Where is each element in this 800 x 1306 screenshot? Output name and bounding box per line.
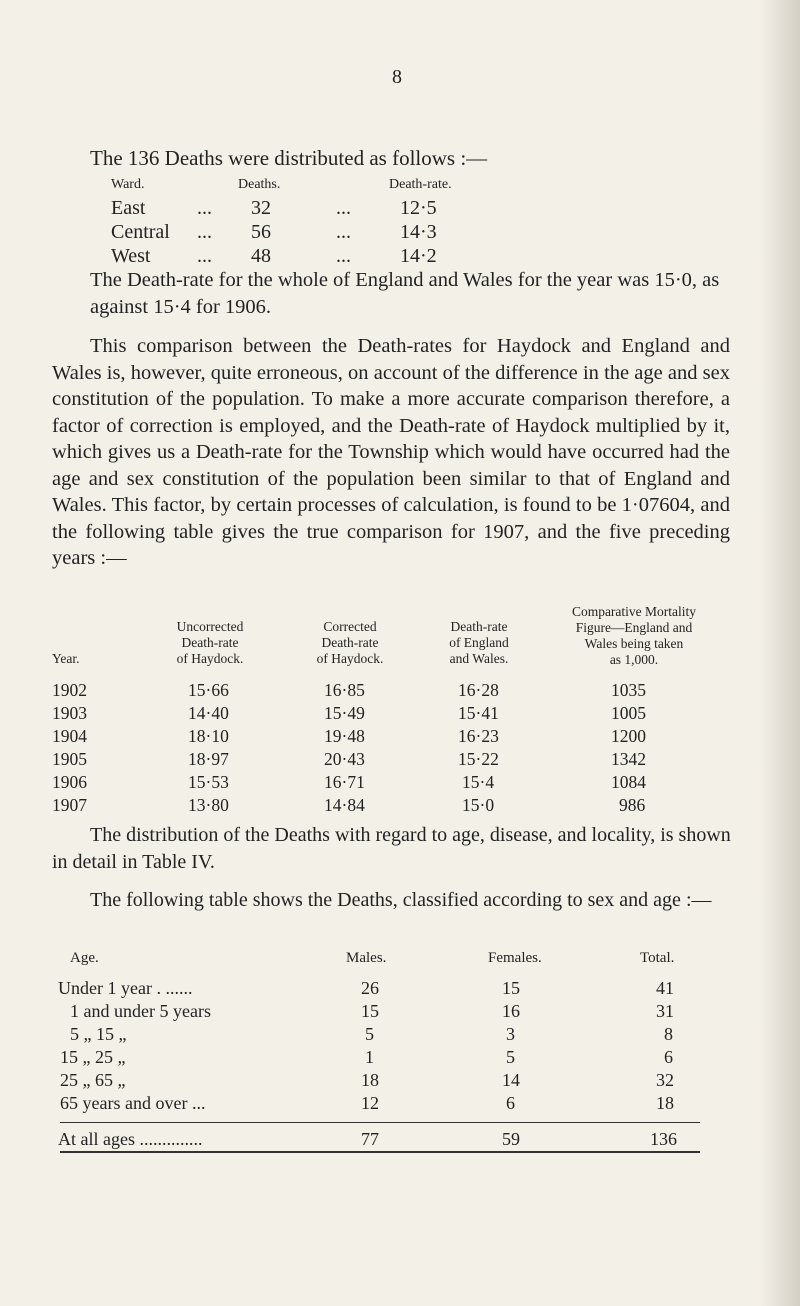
cell-uncorrected: 18·10 bbox=[188, 726, 229, 746]
leader-dots: ... bbox=[197, 221, 212, 243]
leader-dots: ... bbox=[336, 245, 351, 267]
cell-england: 15·0 bbox=[462, 795, 495, 815]
cell-age-total: At all ages .............. bbox=[58, 1129, 203, 1149]
cell-age: Under 1 year . ...... bbox=[58, 978, 193, 998]
ward-name: Central bbox=[111, 221, 170, 243]
header-age: Age. bbox=[70, 950, 99, 966]
header-line: Figure—England and bbox=[575, 620, 693, 635]
paragraph-national-rate bbox=[90, 267, 730, 320]
cell-males-total: 77 bbox=[361, 1129, 379, 1149]
total-rule-top bbox=[60, 1122, 700, 1123]
cell-year: 1904 bbox=[52, 726, 87, 746]
cell-uncorrected: 15·53 bbox=[188, 772, 229, 792]
header-line: of Haydock. bbox=[316, 651, 384, 666]
cell-total: 41 bbox=[656, 978, 674, 998]
cell-comparative: 1342 bbox=[611, 749, 646, 769]
header-females: Females. bbox=[488, 950, 542, 966]
ward-deaths: 48 bbox=[251, 245, 271, 267]
header-comparative-mortality bbox=[534, 604, 734, 668]
cell-age: 65 years and over ... bbox=[60, 1093, 206, 1113]
cell-uncorrected: 15·66 bbox=[188, 680, 229, 700]
cell-age: 1 and under 5 years bbox=[70, 1001, 211, 1021]
header-line: Uncorrected bbox=[176, 619, 244, 634]
header-corrected bbox=[285, 619, 415, 667]
cell-females: 3 bbox=[506, 1024, 515, 1044]
ward-deaths: 56 bbox=[251, 221, 271, 243]
header-line: Wales being taken bbox=[584, 636, 684, 651]
cell-males: 15 bbox=[361, 1001, 379, 1021]
header-line: and Wales. bbox=[449, 651, 509, 666]
cell-year: 1905 bbox=[52, 749, 87, 769]
cell-england: 16·23 bbox=[458, 726, 499, 746]
cell-uncorrected: 13·80 bbox=[188, 795, 229, 815]
cell-comparative: 1005 bbox=[611, 703, 646, 723]
cell-females: 14 bbox=[502, 1070, 520, 1090]
cell-comparative: 1084 bbox=[611, 772, 646, 792]
cell-males: 26 bbox=[361, 978, 379, 998]
paragraph-correction-factor bbox=[52, 333, 730, 572]
cell-females-total: 59 bbox=[502, 1129, 520, 1149]
header-ward: Ward. bbox=[111, 177, 145, 192]
header-uncorrected bbox=[140, 619, 280, 667]
cell-corrected: 15·49 bbox=[324, 703, 365, 723]
ward-rate: 14·3 bbox=[400, 221, 437, 243]
header-males: Males. bbox=[346, 950, 387, 966]
cell-males: 5 bbox=[365, 1024, 374, 1044]
paragraph-text: This comparison between the Death-rates for Haydock and England and Wales is, however, quite erroneous, on account of the difference in the age and sex constitution of the population. To make a more accurate comparison therefore, a factor of correction is employed, and the Death-rate of Haydock multiplied by it, which gives us a Death-rate for the Township which would have occurred had the age and sex constitution of the population been similar to that of England and Wales. This factor, by certain processes of calculation, is found to be 1·07604, and the following table gives the true comparison for 1907, and the five preceding years :— bbox=[52, 335, 730, 569]
header-england-rate bbox=[424, 619, 534, 667]
cell-age: 25 „ 65 „ bbox=[60, 1070, 126, 1090]
cell-females: 16 bbox=[502, 1001, 520, 1021]
paragraph-sex-age-intro bbox=[52, 887, 732, 914]
cell-total: 32 bbox=[656, 1070, 674, 1090]
cell-england: 15·41 bbox=[458, 703, 499, 723]
leader-dots: ... bbox=[197, 197, 212, 219]
header-line: Death-rate bbox=[321, 635, 379, 650]
paragraph-text: The distribution of the Deaths with regard to age, disease, and locality, is shown in detail in Table IV. bbox=[52, 824, 731, 873]
header-total: Total. bbox=[640, 950, 675, 966]
cell-total: 31 bbox=[656, 1001, 674, 1021]
leader-dots: ... bbox=[336, 197, 351, 219]
cell-year: 1902 bbox=[52, 680, 87, 700]
ward-deaths: 32 bbox=[251, 197, 271, 219]
header-line: as 1,000. bbox=[609, 652, 659, 667]
cell-males: 18 bbox=[361, 1070, 379, 1090]
cell-comparative: 1200 bbox=[611, 726, 646, 746]
header-deaths: Deaths. bbox=[238, 177, 281, 192]
header-line: Death-rate bbox=[450, 619, 508, 634]
cell-total: 8 bbox=[664, 1024, 673, 1044]
ward-rate: 14·2 bbox=[400, 245, 437, 267]
cell-corrected: 19·48 bbox=[324, 726, 365, 746]
total-rule-bottom bbox=[60, 1151, 700, 1153]
cell-uncorrected: 14·40 bbox=[188, 703, 229, 723]
leader-dots: ... bbox=[336, 221, 351, 243]
cell-corrected: 16·85 bbox=[324, 680, 365, 700]
cell-comparative: 986 bbox=[619, 795, 646, 815]
cell-total: 6 bbox=[664, 1047, 673, 1067]
intro-sentence: The 136 Deaths were distributed as follows :— bbox=[90, 146, 488, 170]
cell-year: 1906 bbox=[52, 772, 87, 792]
cell-england: 15·4 bbox=[462, 772, 495, 792]
paragraph-table-iv-reference bbox=[52, 822, 732, 876]
paragraph-text: The Death-rate for the whole of England and Wales for the year was 15·0, as against 15·4 for 1906. bbox=[90, 269, 720, 318]
page-edge-shadow bbox=[760, 0, 800, 1306]
cell-corrected: 16·71 bbox=[324, 772, 365, 792]
ward-rate: 12·5 bbox=[400, 197, 437, 219]
cell-males: 1 bbox=[365, 1047, 374, 1067]
header-death-rate: Death-rate. bbox=[389, 177, 452, 192]
cell-year: 1903 bbox=[52, 703, 87, 723]
cell-corrected: 20·43 bbox=[324, 749, 365, 769]
cell-males: 12 bbox=[361, 1093, 379, 1113]
cell-females: 5 bbox=[506, 1047, 515, 1067]
cell-england: 15·22 bbox=[458, 749, 499, 769]
cell-comparative: 1035 bbox=[611, 680, 646, 700]
cell-females: 15 bbox=[502, 978, 520, 998]
header-line: Corrected bbox=[323, 619, 377, 634]
header-year: Year. bbox=[52, 651, 80, 666]
paragraph-text: The following table shows the Deaths, classified according to sex and age :— bbox=[90, 889, 712, 911]
cell-corrected: 14·84 bbox=[324, 795, 365, 815]
ward-name: West bbox=[111, 245, 151, 267]
header-line: Death-rate bbox=[181, 635, 239, 650]
ward-name: East bbox=[111, 197, 146, 219]
cell-females: 6 bbox=[506, 1093, 515, 1113]
cell-england: 16·28 bbox=[458, 680, 499, 700]
header-line: Comparative Mortality bbox=[571, 604, 697, 619]
cell-uncorrected: 18·97 bbox=[188, 749, 229, 769]
cell-grand-total: 136 bbox=[650, 1129, 677, 1149]
cell-total: 18 bbox=[656, 1093, 674, 1113]
header-line: of England bbox=[449, 635, 509, 650]
cell-year: 1907 bbox=[52, 795, 87, 815]
page-number: 8 bbox=[392, 66, 402, 88]
cell-age: 15 „ 25 „ bbox=[60, 1047, 126, 1067]
cell-age: 5 „ 15 „ bbox=[70, 1024, 127, 1044]
header-line: of Haydock. bbox=[176, 651, 244, 666]
leader-dots: ... bbox=[197, 245, 212, 267]
